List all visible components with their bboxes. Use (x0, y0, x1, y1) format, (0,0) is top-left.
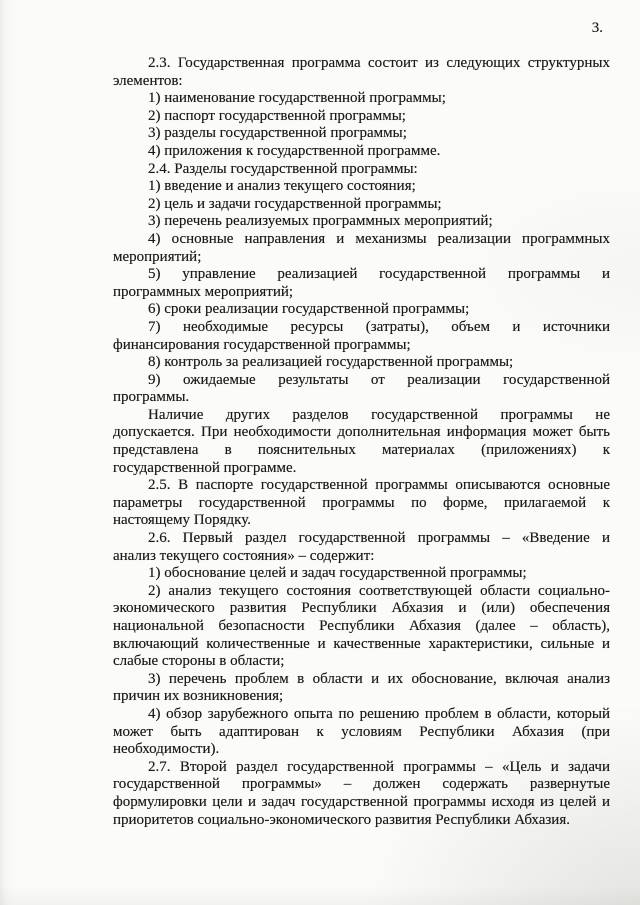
text-line: 3) разделы государственной программы; (148, 125, 407, 142)
text-line: 1) введение и анализ текущего состояния; (148, 178, 416, 195)
paragraph (113, 143, 610, 161)
text-line: необходимости). (113, 741, 220, 758)
text-line: 8) контроль за реализацией государственной программы; (148, 354, 514, 371)
paragraph (113, 178, 610, 196)
text-line: приоритетов социально-экономического развития Республики Абхазия. (113, 811, 570, 828)
paragraph (113, 196, 610, 214)
paragraph (113, 55, 610, 90)
text-line: 2.6. Первый раздел государственной программы – «Введение и (148, 530, 610, 547)
text-line: формулировки цели и задач государственной программы исходя из целей и (113, 793, 610, 810)
text-line: 2) анализ текущего состояния соответствующей области социально- (148, 582, 610, 599)
text-block (113, 55, 610, 829)
text-line: 2.3. Государственная программа состоит из следующих структурных (148, 55, 610, 71)
text-line: 3) перечень реализуемых программных мероприятий; (148, 213, 493, 230)
text-line: допускается. При необходимости дополнительная информация может быть (113, 424, 610, 441)
text-line: анализ текущего состояния» – содержит: (113, 547, 375, 564)
paragraph (113, 90, 610, 108)
text-line: причин их возникновения; (113, 688, 284, 705)
text-line: мероприятий; (113, 248, 202, 265)
text-line: параметры государственной программы по форме, прилагаемой к (113, 494, 610, 511)
paragraph (113, 372, 610, 407)
text-line: элементов: (113, 72, 183, 89)
paragraph (113, 706, 610, 759)
text-line: 2.4. Разделы государственной программы: (148, 160, 418, 177)
text-line: Наличие других разделов государственной программы не (148, 406, 610, 423)
text-line: 7) необходимые ресурсы (затраты), объем и источники (148, 318, 610, 335)
paragraph (113, 583, 610, 671)
text-line: представлена в пояснительных материалах (приложениях) к (113, 442, 610, 459)
paragraph (113, 213, 610, 231)
text-line: экономического развития Республики Абхазия и (или) обеспечения (113, 600, 610, 617)
text-line: слабые стороны в области; (113, 653, 285, 670)
text-line: государственной программе. (113, 459, 297, 476)
paragraph (113, 407, 610, 477)
paragraph (113, 759, 610, 829)
paragraph (113, 125, 610, 143)
paragraph (113, 530, 610, 565)
paragraph (113, 266, 610, 301)
paragraph (113, 108, 610, 126)
paragraph (113, 565, 610, 583)
text-line: настоящему Порядку. (113, 512, 251, 529)
paragraph (113, 301, 610, 319)
paragraph (113, 319, 610, 354)
paragraph (113, 477, 610, 530)
text-line: национальной безопасности Республики Абхазия (далее – область), (113, 618, 610, 634)
text-line: 2.5. В паспорте государственной программы описываются основные (148, 477, 610, 494)
paragraph (113, 161, 610, 179)
text-line: 1) обоснование целей и задач государственной программы; (148, 565, 527, 582)
text-line: включающий количественные и качественные характеристики, сильные и (113, 635, 610, 652)
text-line: финансирования государственной программы; (113, 336, 411, 353)
text-line: может быть адаптирован к условиям Республики Абхазия (при (113, 723, 610, 740)
paragraph (113, 231, 610, 266)
text-line: 4) приложения к государственной программе. (148, 142, 441, 159)
text-line: государственной программы» – должен содержать развернутые (113, 776, 610, 793)
text-line: 6) сроки реализации государственной программы; (148, 301, 470, 318)
text-line: 2) цель и задачи государственной программы; (148, 195, 442, 212)
text-line: 4) основные направления и механизмы реализации программных (148, 230, 610, 247)
text-line: 5) управление реализацией государственной программы и (148, 266, 610, 283)
text-line: 1) наименование государственной программы; (148, 90, 446, 107)
text-line: программы. (113, 389, 190, 406)
text-line: 2) паспорт государственной программы; (148, 107, 406, 124)
text-line: 3) перечень проблем в области и их обоснование, включая анализ (148, 670, 610, 687)
paragraph (113, 671, 610, 706)
text-line: 4) обзор зарубежного опыта по решению проблем в области, который (148, 705, 610, 722)
text-line: программных мероприятий; (113, 283, 294, 300)
text-line: 9) ожидаемые результаты от реализации государственной (148, 371, 610, 388)
paragraph (113, 354, 610, 372)
text-line: 2.7. Второй раздел государственной программы – «Цель и задачи (148, 758, 610, 775)
page-number: 3. (591, 20, 603, 36)
